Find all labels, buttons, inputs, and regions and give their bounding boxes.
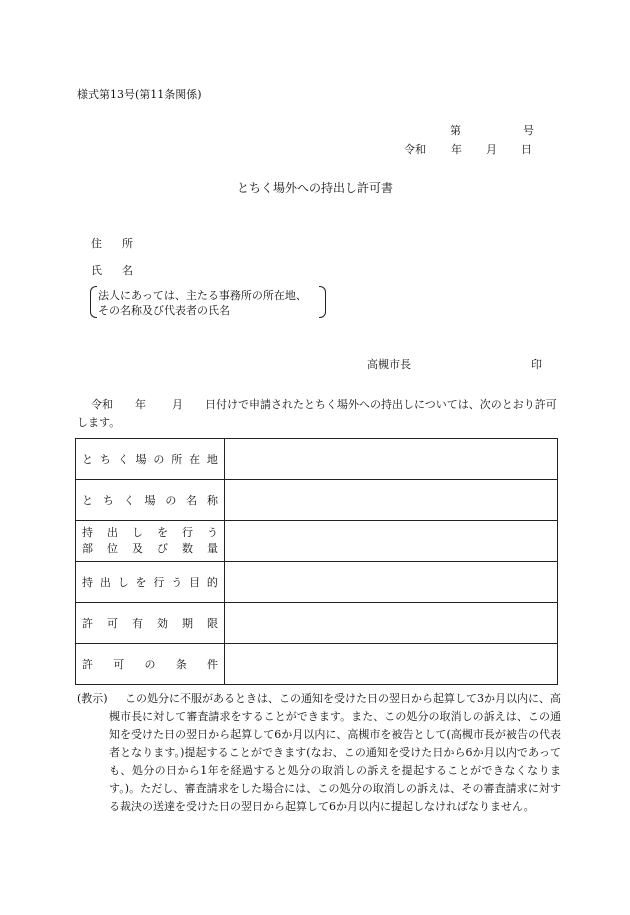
table-row <box>76 480 558 521</box>
intro-era: 令和 <box>91 398 113 411</box>
permit-table <box>75 438 558 685</box>
row-label <box>76 562 225 603</box>
row-label <box>76 521 225 562</box>
date-day: 日 <box>521 143 532 156</box>
address-label-char2: 所 <box>122 237 133 250</box>
left-bracket <box>90 286 97 318</box>
name-label-char2: 名 <box>122 264 133 277</box>
address-label-char1: 住 <box>91 237 102 250</box>
row-value-validity[interactable] <box>225 603 558 644</box>
corporation-note <box>90 286 326 318</box>
row-label <box>76 439 225 480</box>
notice-heading: (教示) <box>77 692 108 705</box>
notice-body: この処分に不服があるときは、この通知を受けた日の翌日から起算して3か月以内に、高槻市長に対して審査請求をすることができます。また、この処分の取消しの訴えは、この通知を受けた日の翌日から起算して6か月以内に、高槻市を被告として(高槻市長が被告の代表者となります。)提起することができます(なお、この通知を受けた日から6か月以内であっても、処分の日から1年を経過すると処分の取消しの訴えを提起することができなくなります。)。ただし、審査請求をした場合には、この処分の取消しの訴えは、その審査請求に対する裁決の送達を受けた日の翌日から起算して6か月以内に提起しなければなりません。 <box>109 692 561 813</box>
table-row <box>76 562 558 603</box>
intro-paragraph <box>77 396 557 432</box>
seal-mark: 印 <box>531 358 542 371</box>
label-slaughterhouse-location: と ち く 場 の 所 在 地 <box>82 453 218 466</box>
corporation-note-line1: 法人にあっては、主たる事務所の所在地、 <box>98 289 307 302</box>
label-validity: 許 可 有 効 期 限 <box>82 617 218 630</box>
label-conditions: 許 可 の 条 件 <box>82 658 218 671</box>
intro-text: 日付けで申請されたとちく場外への持出しについては、次のとおり許可します。 <box>77 398 557 429</box>
row-value-purpose[interactable] <box>225 562 558 603</box>
right-bracket <box>319 286 326 318</box>
row-value-slaughterhouse-name[interactable] <box>225 480 558 521</box>
row-value-slaughterhouse-location[interactable] <box>225 439 558 480</box>
label-parts-line1: 持 出 し を 行 う <box>82 526 218 539</box>
row-label <box>76 480 225 521</box>
address-label <box>91 235 133 251</box>
number-prefix: 第 <box>450 124 461 137</box>
issuer-mayor: 高槻市長 <box>367 358 411 371</box>
date-year: 年 <box>451 143 462 156</box>
intro-month: 月 <box>172 398 183 411</box>
table-row <box>76 603 558 644</box>
document-title: とちく場外への持出し許可書 <box>236 181 393 195</box>
row-label <box>76 603 225 644</box>
intro-year: 年 <box>135 398 146 411</box>
table-row <box>76 644 558 685</box>
date-era: 令和 <box>404 143 426 156</box>
form-number: 様式第13号(第11条関係) <box>77 88 202 101</box>
table-row <box>76 521 558 562</box>
row-label <box>76 644 225 685</box>
name-label <box>91 262 133 278</box>
date-month: 月 <box>486 143 497 156</box>
row-value-conditions[interactable] <box>225 644 558 685</box>
table-row <box>76 439 558 480</box>
row-value-parts-quantity[interactable] <box>225 521 558 562</box>
corporation-note-line2: その名称及び代表者の氏名 <box>98 304 230 317</box>
label-slaughterhouse-name: と ち く 場 の 名 称 <box>82 494 218 507</box>
label-parts-line2: 部 位 及 び 数 量 <box>82 542 218 555</box>
label-purpose: 持 出 し を 行 う 目 的 <box>82 576 218 589</box>
number-suffix: 号 <box>523 124 534 137</box>
name-label-char1: 氏 <box>91 264 102 277</box>
